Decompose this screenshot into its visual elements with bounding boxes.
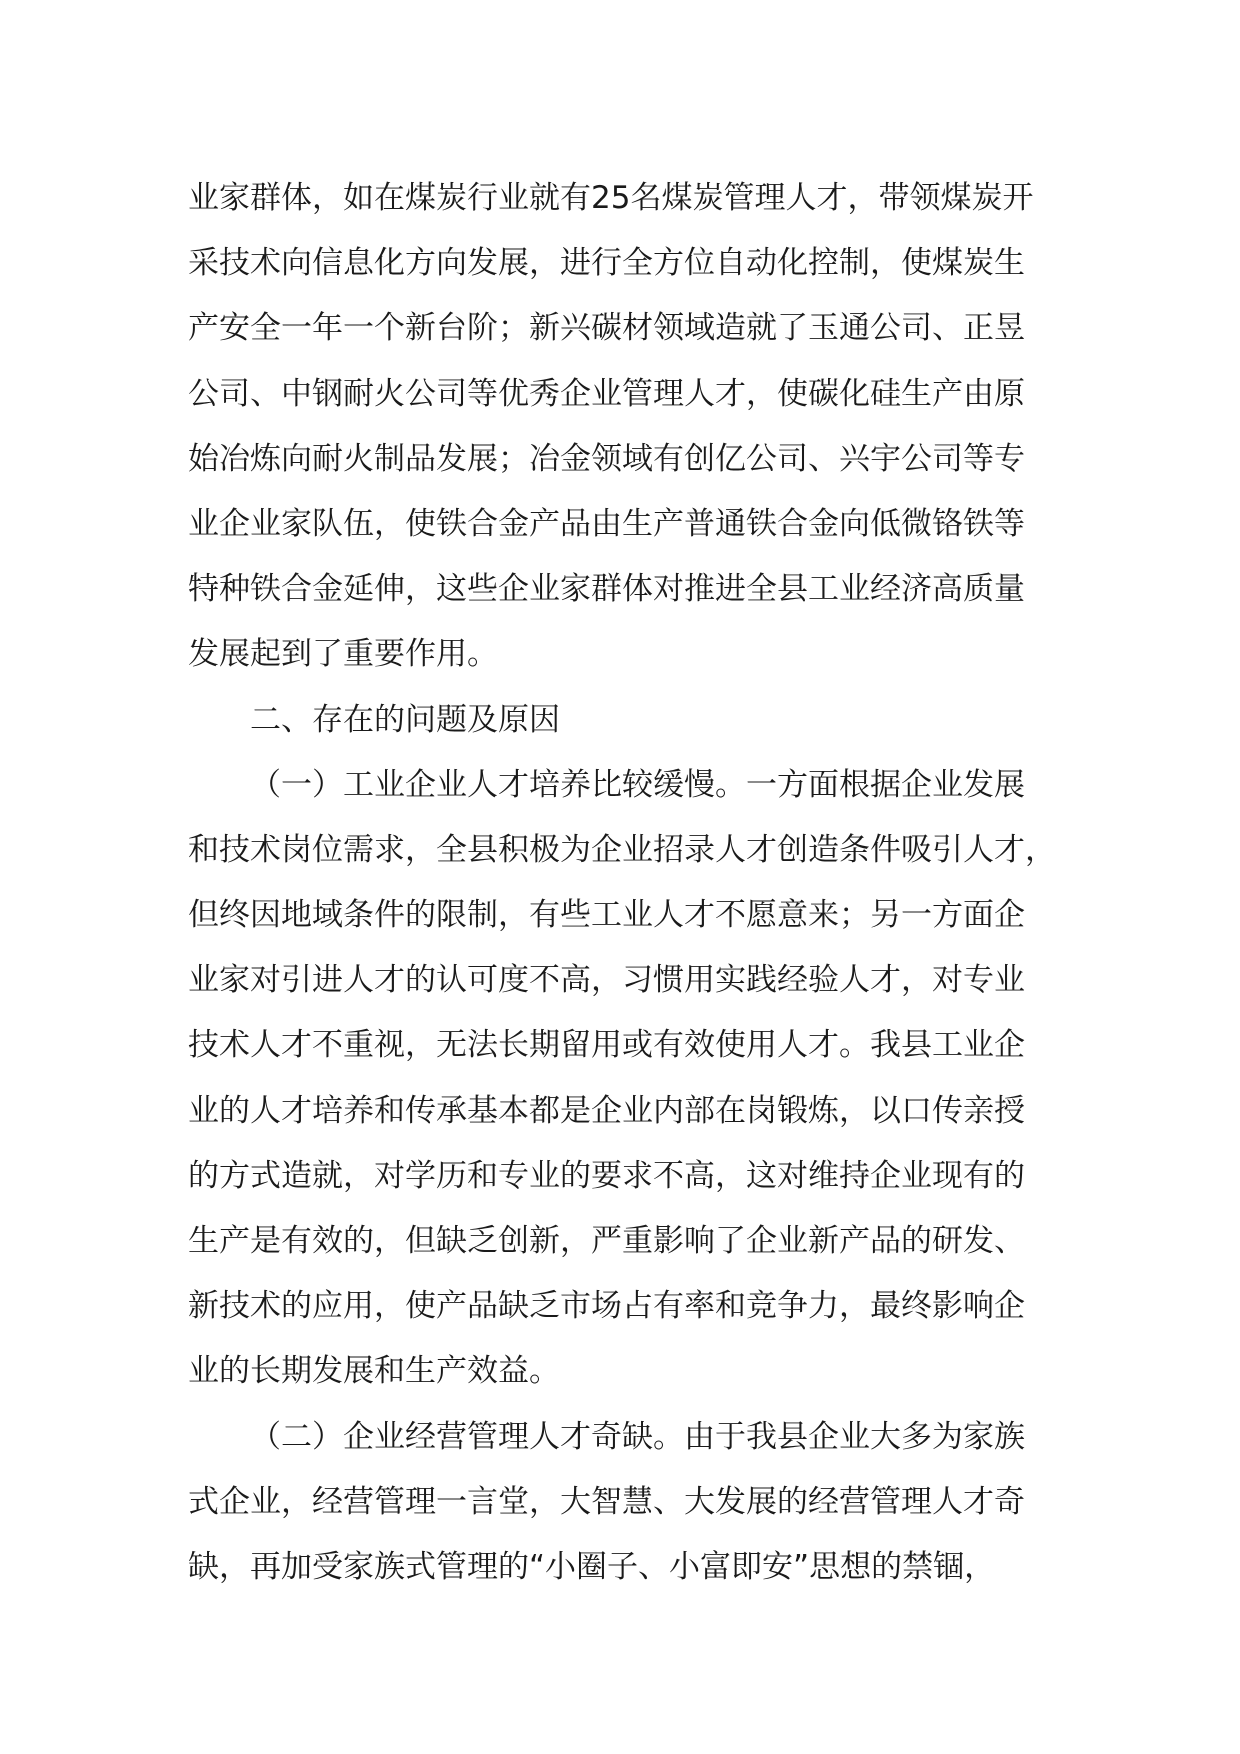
text-line: 业家对引进人才的认可度不高，习惯用实践经验人才，对专业 bbox=[188, 962, 1025, 999]
text-line: 公司、中钢耐火公司等优秀企业管理人才，使碳化硅生产由原 bbox=[188, 375, 1025, 412]
text-line: （一）工业企业人才培养比较缓慢。一方面根据企业发展 bbox=[250, 766, 1025, 803]
section-heading: 二、存在的问题及原因 bbox=[250, 701, 560, 738]
text-line: 的方式造就，对学历和专业的要求不高，这对维持企业现有的 bbox=[188, 1157, 1025, 1194]
text-line: 和技术岗位需求，全县积极为企业招录人才创造条件吸引人才， bbox=[188, 831, 1056, 868]
text-line: 业企业家队伍，使铁合金产品由生产普通铁合金向低微铬铁等 bbox=[188, 505, 1025, 542]
text-line: （二）企业经营管理人才奇缺。由于我县企业大多为家族 bbox=[250, 1418, 1025, 1455]
text-line: 技术人才不重视，无法长期留用或有效使用人才。我县工业企 bbox=[188, 1027, 1025, 1064]
text-line: 采技术向信息化方向发展，进行全方位自动化控制，使煤炭生 bbox=[188, 245, 1025, 282]
body-text bbox=[188, 166, 1058, 1600]
text-line: 业的长期发展和生产效益。 bbox=[188, 1353, 560, 1390]
text-line: 特种铁合金延伸，这些企业家群体对推进全县工业经济高质量 bbox=[188, 571, 1025, 608]
text-line: 式企业，经营管理一言堂，大智慧、大发展的经营管理人才奇 bbox=[188, 1483, 1025, 1520]
text-line: 发展起到了重要作用。 bbox=[188, 636, 498, 673]
text-line: 但终因地域条件的限制，有些工业人才不愿意来；另一方面企 bbox=[188, 897, 1025, 934]
text-line: 始冶炼向耐火制品发展；冶金领域有创亿公司、兴宇公司等专 bbox=[188, 440, 1025, 477]
text-line: 产安全一年一个新台阶；新兴碳材领域造就了玉通公司、正昱 bbox=[188, 310, 1025, 347]
text-line: 业的人才培养和传承基本都是企业内部在岗锻炼，以口传亲授 bbox=[188, 1092, 1025, 1129]
text-line: 业家群体，如在煤炭行业就有25名煤炭管理人才，带领煤炭开 bbox=[188, 180, 1034, 216]
text-line: 缺，再加受家族式管理的“小圈子、小富即安”思想的禁锢， bbox=[188, 1548, 996, 1585]
text-line: 新技术的应用，使产品缺乏市场占有率和竞争力，最终影响企 bbox=[188, 1288, 1025, 1325]
text-line: 生产是有效的，但缺乏创新，严重影响了企业新产品的研发、 bbox=[188, 1223, 1025, 1259]
